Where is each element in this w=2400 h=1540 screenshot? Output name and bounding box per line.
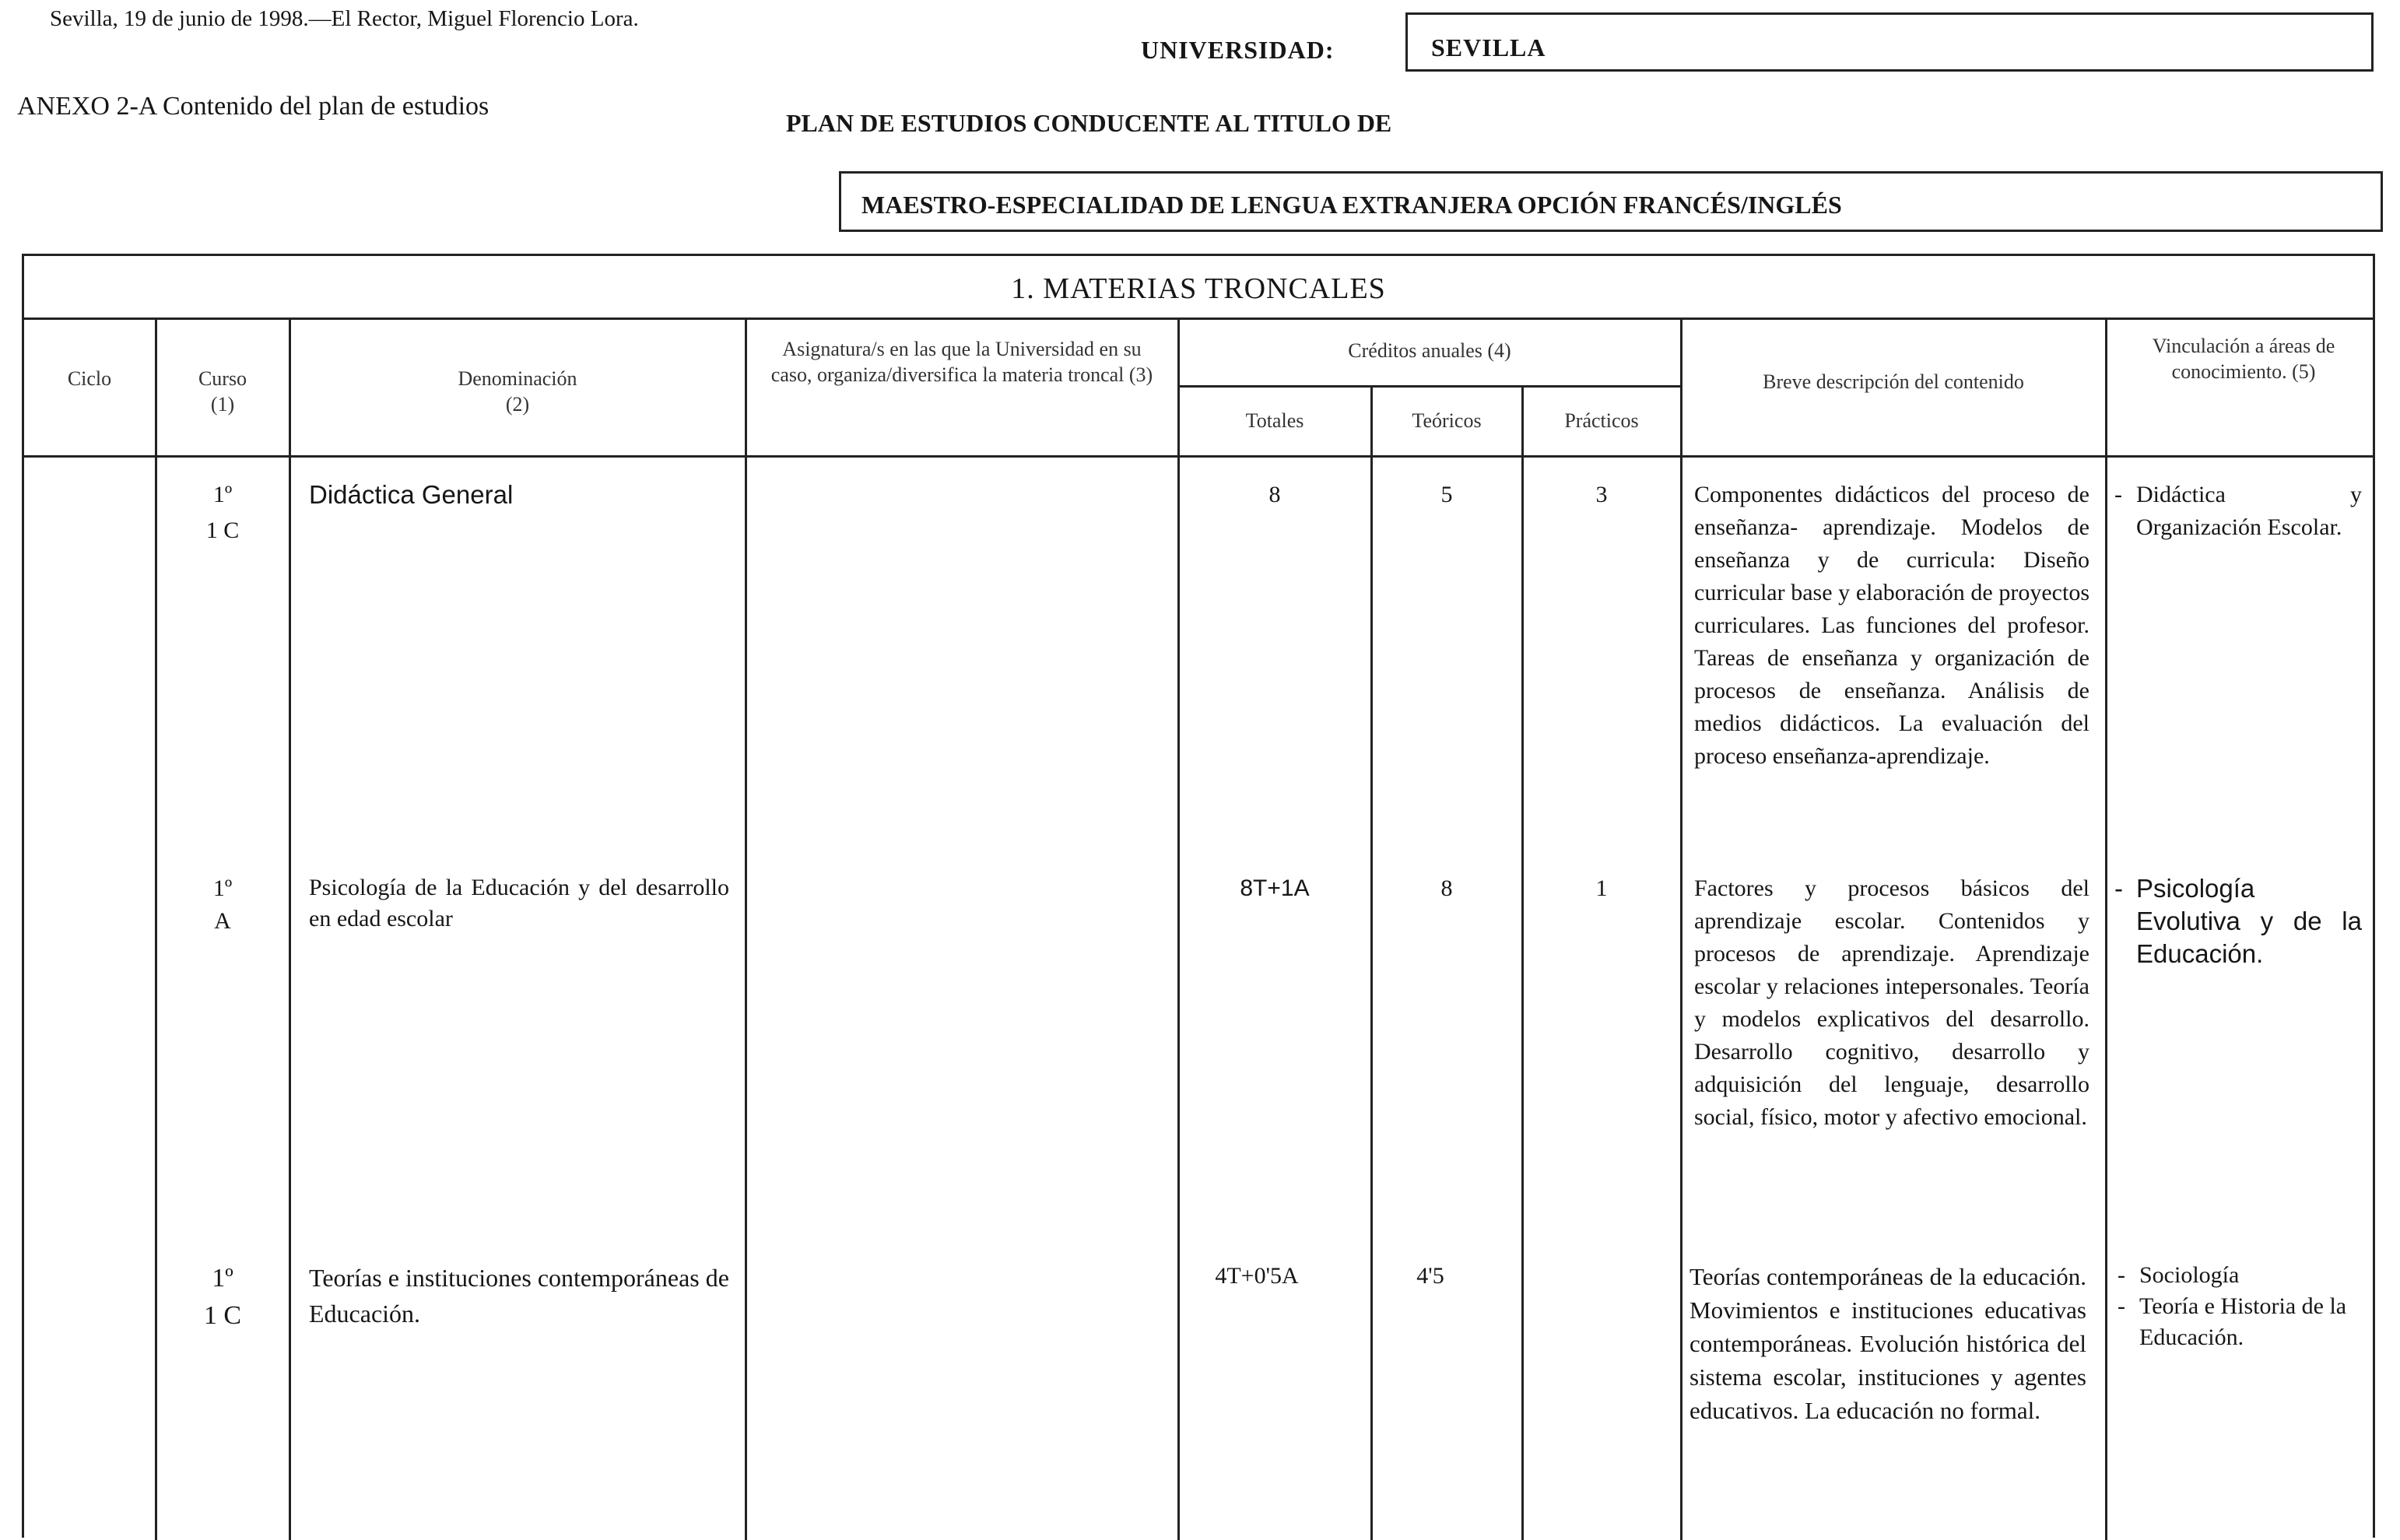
plan-title: PLAN DE ESTUDIOS CONDUCENTE AL TITULO DE [786,109,1392,137]
section-title: 1. MATERIAS TRONCALES [24,256,2373,320]
university-value: SEVILLA [1431,33,1546,61]
header-creditos: Créditos anuales (4) [1348,339,1511,362]
table-row-2-vinculacion [2114,872,2362,970]
col-divider-teoricos [1521,387,1524,1540]
header-bottom-line [24,455,2373,458]
curso-period: 1 C [205,517,240,543]
curso-year: 1º [212,875,233,901]
table-row-2-denominacion: Psicología de la Educación y del desarrollo en edad escolar [309,875,729,931]
table-row-2-practicos: 1 [1595,875,1608,901]
table-row-2-totales: 8T+1A [1240,875,1310,901]
table-row-3-vinculacion [2118,1260,2367,1353]
table-row-1-totales: 8 [1268,482,1281,507]
header-vinculacion: Vinculación a áreas de conocimiento. (5) [2152,335,2335,383]
table-row-1-teoricos: 5 [1440,482,1453,507]
header-ciclo: Ciclo [67,367,112,390]
table-row-3-denominacion: Teorías e instituciones contemporáneas de Educación. [309,1264,729,1328]
table-row-2-teoricos: 8 [1440,875,1453,901]
col-divider-totales [1370,387,1373,1540]
col-divider-curso [289,320,291,1540]
curso-year: 1º [212,1264,233,1293]
subjects-table [22,254,2375,1538]
col-divider-creditos [1680,320,1682,1540]
curso-period: 1 C [203,1301,242,1330]
table-row-2-descripcion: Factores y procesos básicos del aprendizaje escolar. Contenidos y procesos de aprendizaje. Aprendizaje escolar y relaciones intepersonales. Teoría y modelos explicativos del desarrollo. Desarrollo cognitivo, desarrollo y adquisición del lenguaje, desarrollo social, físico, motor y afectivo emocional. [1694,875,2089,1130]
header-teoricos: Teóricos [1412,409,1482,432]
table-row-2-curso [156,872,289,938]
vinculacion-item: - Teoría e Historia de la Educación. [2118,1291,2367,1353]
header-curso: Curso (1) [198,367,247,416]
header-totales: Totales [1245,409,1304,432]
header-practicos: Prácticos [1564,409,1639,432]
table-row-1-curso [156,477,289,549]
creditos-subheader-line [1177,385,1680,388]
university-box [1405,12,2374,72]
table-row-3-teoricos: 4'5 [1416,1263,1444,1289]
header-descripcion: Breve descripción del contenido [1763,370,2024,393]
vinculacion-item: - Sociología [2118,1260,2367,1291]
table-row-3-curso [156,1260,289,1335]
curso-year: 1º [212,482,233,507]
degree-value: MAESTRO-ESPECIALIDAD DE LENGUA EXTRANJERA OPCIÓN FRANCÉS/INGLÉS [861,191,1842,219]
curso-period: A [214,908,231,934]
vinculacion-item: - Psicología Evolutiva y de la Educación. [2114,872,2362,970]
table-row-1-descripcion: Componentes didácticos del proceso de enseñanza- aprendizaje. Modelos de enseñanza y de curricula: Diseño curricular base y elaboración de proyectos curriculares. Las funciones del profesor. Tareas de enseñanza y organización de procesos de enseñanza. Análisis de medios didácticos. La evaluación del proceso enseñanza-aprendizaje. [1694,482,2089,769]
header-denominacion: Denominación (2) [458,367,577,416]
degree-box [839,171,2383,232]
vinculacion-item: - Didáctica y Organización Escolar. [2114,479,2362,544]
annex-title: ANEXO 2-A Contenido del plan de estudios [17,92,489,121]
header-asignaturas: Asignatura/s en las que la Universidad en su caso, organiza/diversifica la materia troncal (3) [770,338,1153,386]
table-row-1-practicos: 3 [1595,482,1608,507]
table-row-3-totales: 4T+0'5A [1215,1263,1299,1289]
table-row-3-descripcion: Teorías contemporáneas de la educación. Movimientos e instituciones educativas contemporáneas. Evolución histórica del sistema escolar, instituciones y agentes educativos. La educación no formal. [1689,1263,2086,1424]
col-divider-denominacion [745,320,747,1540]
col-divider-descripcion [2105,320,2107,1540]
signature-line: Sevilla, 19 de junio de 1998.—El Rector, Miguel Florencio Lora. [50,6,639,31]
table-row-1-denominacion: Didáctica General [309,480,514,509]
table-row-1-vinculacion [2114,479,2362,544]
university-label: UNIVERSIDAD: [1141,36,1335,64]
